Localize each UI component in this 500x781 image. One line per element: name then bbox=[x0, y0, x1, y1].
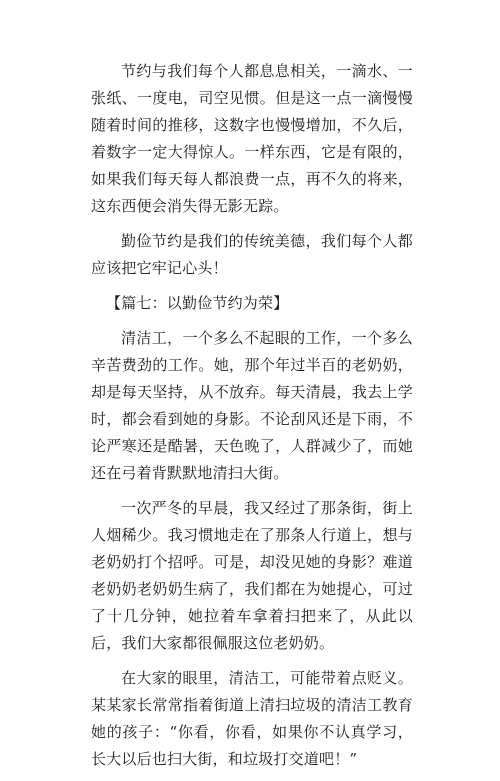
section-heading: 【篇七：以勤俭节约为荣】 bbox=[106, 294, 289, 312]
paragraph: 一次严冬的早晨，我又经过了那条街，街上人烟稀少。我习惯地走在了那条人行道上，想与老奶奶打个招呼。可是，却没见她的身影？难道老奶奶老奶奶生病了，我们都在为她提心，可过了十几分钟，她拉着车拿着扫把来了，从此以后，我们大家都很佩服这位老奶奶。 bbox=[91, 499, 413, 652]
paragraph: 在大家的眼里，清洁工，可能带着点贬义。某某家长常常指着街道上清扫垃圾的清洁工教育她的孩子：“你看，你看，如果你不认真学习，长大以后也扫大街，和垃圾打交道吧！” bbox=[91, 669, 413, 768]
paragraph: 清洁工，一个多么不起眼的工作，一个多么辛苦费劲的工作。她，那个年过半百的老奶奶，却是每天坚持，从不放弃。每天清晨，我去上学时，都会看到她的身影。不论刮风还是下雨，不论严寒还是酷暑，天色晚了，人群减少了，而她还在弓着背默默地清扫大街。 bbox=[91, 329, 413, 482]
paragraph: 勤俭节约是我们的传统美德，我们每个人都应该把它牢记心头！ bbox=[91, 232, 413, 277]
paragraph: 节约与我们每个人都息息相关，一滴水、一张纸、一度电，司空见惯。但是这一点一滴慢慢随着时间的推移，这数字也慢慢增加，不久后，着数字一定大得惊人。一样东西，它是有限的，如果我们每天每人都浪费一点，再不久的将来，这东西便会消失得无影无踪。 bbox=[91, 62, 413, 215]
document-body bbox=[91, 58, 413, 781]
